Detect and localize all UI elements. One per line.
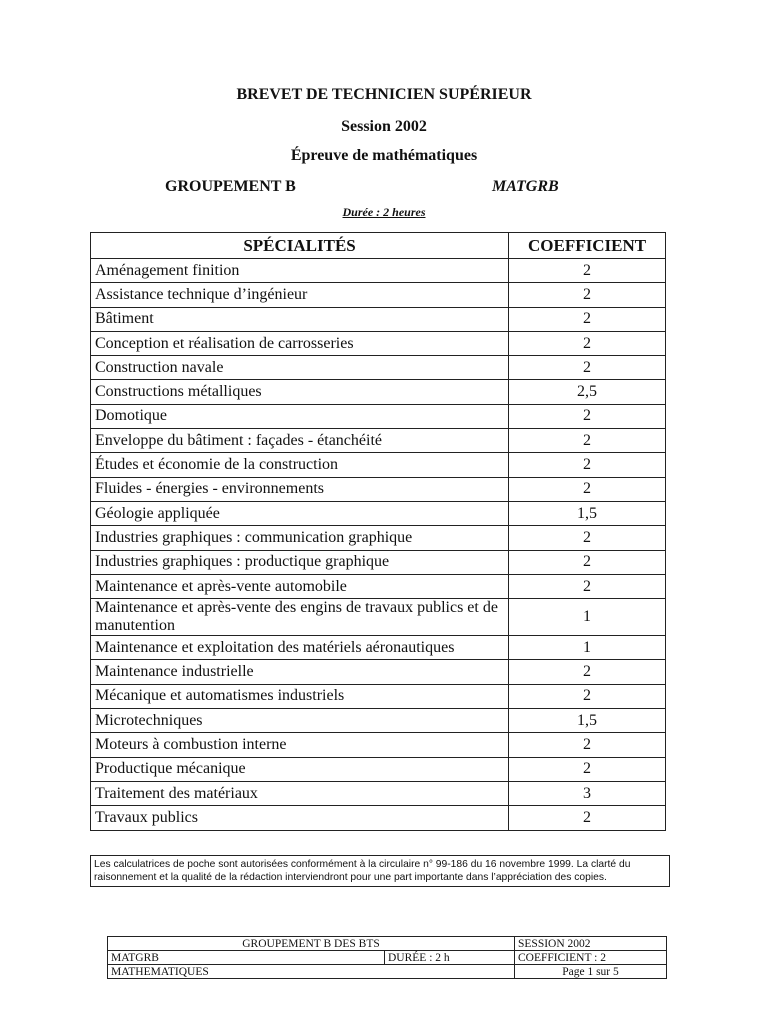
footer-row-2 [108, 951, 667, 965]
footer-duree: DURÉE : 2 h [385, 951, 515, 965]
footer-groupement: GROUPEMENT B DES BTS [108, 937, 515, 951]
table-row [91, 806, 666, 830]
specialite-coefficient: 2 [509, 307, 666, 331]
specialites-table [90, 232, 666, 831]
subject-title: Épreuve de mathématiques [290, 147, 478, 164]
table-row [91, 501, 666, 525]
specialite-name: Enveloppe du bâtiment : façades - étanchéité [91, 429, 509, 453]
specialite-coefficient: 2 [509, 684, 666, 708]
footer-subject: MATHEMATIQUES [108, 965, 515, 979]
table-row [91, 307, 666, 331]
specialite-name: Construction navale [91, 356, 509, 380]
column-header-specialites: SPÉCIALITÉS [91, 233, 509, 259]
specialite-name: Constructions métalliques [91, 380, 509, 404]
specialite-name: Travaux publics [91, 806, 509, 830]
specialite-name: Conception et réalisation de carrosseries [91, 331, 509, 355]
session-label: Session 2002 [341, 118, 427, 135]
specialites-table-body [91, 259, 666, 831]
calculator-notice: Les calculatrices de poche sont autorisées conformément à la circulaire n° 99-186 du 16 novembre 1999. La clarté du raisonnement et la qualité de la rédaction interviendront pour une part importante dans l’appréciation des copies. [90, 855, 670, 887]
group-label: GROUPEMENT B [165, 178, 296, 195]
specialite-coefficient: 2 [509, 806, 666, 830]
specialite-name: Microtechniques [91, 709, 509, 733]
specialite-coefficient: 2,5 [509, 380, 666, 404]
specialite-coefficient: 2 [509, 429, 666, 453]
footer-coefficient: COEFFICIENT : 2 [515, 951, 667, 965]
table-row [91, 757, 666, 781]
exam-title: BREVET DE TECHNICIEN SUPÉRIEUR [236, 86, 532, 103]
specialite-coefficient: 3 [509, 781, 666, 805]
specialite-coefficient: 2 [509, 453, 666, 477]
specialite-name: Maintenance et exploitation des matériels aéronautiques [91, 636, 509, 660]
specialite-name: Industries graphiques : communication graphique [91, 526, 509, 550]
specialite-coefficient: 2 [509, 477, 666, 501]
specialite-name: Industries graphiques : productique graphique [91, 550, 509, 574]
table-row [91, 709, 666, 733]
duration-label: Durée : 2 heures [342, 205, 426, 219]
table-row [91, 550, 666, 574]
specialite-coefficient: 2 [509, 283, 666, 307]
specialite-name: Moteurs à combustion interne [91, 733, 509, 757]
specialite-name: Fluides - énergies - environnements [91, 477, 509, 501]
footer-table [107, 936, 667, 979]
specialite-name: Domotique [91, 404, 509, 428]
specialite-name: Productique mécanique [91, 757, 509, 781]
table-row [91, 429, 666, 453]
specialite-coefficient: 1,5 [509, 709, 666, 733]
footer-row-3 [108, 965, 667, 979]
exam-code: MATGRB [492, 178, 559, 195]
table-row [91, 574, 666, 598]
specialite-name: Assistance technique d’ingénieur [91, 283, 509, 307]
specialite-coefficient: 2 [509, 404, 666, 428]
specialite-coefficient: 1 [509, 636, 666, 660]
specialite-coefficient: 2 [509, 733, 666, 757]
specialite-name: Aménagement finition [91, 259, 509, 283]
specialite-name: Mécanique et automatismes industriels [91, 684, 509, 708]
specialite-name: Maintenance industrielle [91, 660, 509, 684]
table-row [91, 283, 666, 307]
table-row [91, 660, 666, 684]
table-row [91, 259, 666, 283]
footer-code: MATGRB [108, 951, 385, 965]
table-row [91, 380, 666, 404]
table-header-row [91, 233, 666, 259]
specialite-name: Maintenance et après-vente automobile [91, 574, 509, 598]
table-row [91, 331, 666, 355]
footer-page: Page 1 sur 5 [515, 965, 667, 979]
specialite-coefficient: 2 [509, 526, 666, 550]
footer-session: SESSION 2002 [515, 937, 667, 951]
specialite-name: Études et économie de la construction [91, 453, 509, 477]
table-row [91, 477, 666, 501]
specialite-coefficient: 1 [509, 599, 666, 636]
specialite-coefficient: 2 [509, 356, 666, 380]
specialite-coefficient: 2 [509, 574, 666, 598]
table-row [91, 636, 666, 660]
specialite-coefficient: 2 [509, 259, 666, 283]
specialite-name: Géologie appliquée [91, 501, 509, 525]
column-header-coefficient: COEFFICIENT [509, 233, 666, 259]
specialite-coefficient: 2 [509, 331, 666, 355]
specialite-name: Maintenance et après-vente des engins de travaux publics et de manutention [91, 599, 509, 636]
footer-row-1 [108, 937, 667, 951]
table-row [91, 781, 666, 805]
table-row [91, 599, 666, 636]
specialite-name: Bâtiment [91, 307, 509, 331]
table-row [91, 684, 666, 708]
table-row [91, 453, 666, 477]
specialite-coefficient: 2 [509, 660, 666, 684]
specialite-coefficient: 1,5 [509, 501, 666, 525]
specialite-coefficient: 2 [509, 550, 666, 574]
table-row [91, 733, 666, 757]
specialite-name: Traitement des matériaux [91, 781, 509, 805]
table-row [91, 526, 666, 550]
table-row [91, 404, 666, 428]
table-row [91, 356, 666, 380]
specialite-coefficient: 2 [509, 757, 666, 781]
